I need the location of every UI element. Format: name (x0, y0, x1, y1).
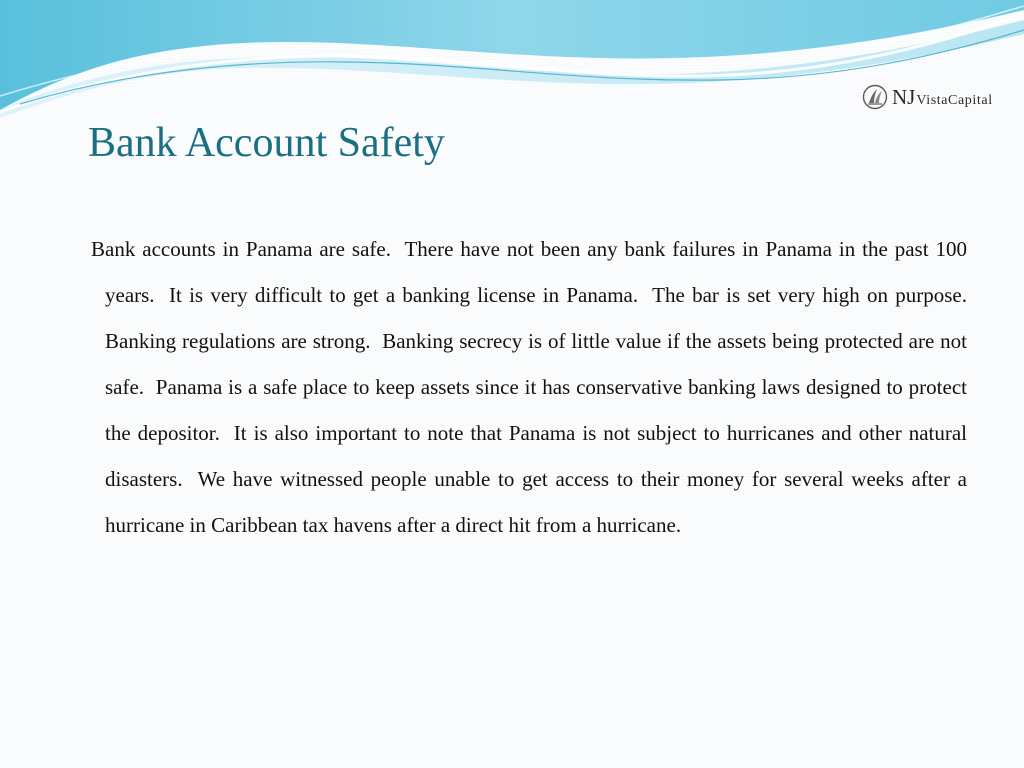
slide-title: Bank Account Safety (88, 120, 445, 166)
logo-initials: NJ (892, 84, 916, 109)
logo-wordmark (892, 85, 993, 110)
logo-brand-name: VistaCapital (916, 92, 993, 108)
company-logo (862, 82, 993, 112)
sailboat-emblem-icon (862, 84, 888, 110)
slide-body-paragraph: Bank accounts in Panama are safe. There have not been any bank failures in Panama in the past 100 years. It is very difficult to get a banking license in Panama. The bar is set very high on purpose. Banking regulations are strong. Banking secrecy is of little value if the assets being protected are not safe. Panama is a safe place to keep assets since it has conservative banking laws designed to protect the depositor. It is also important to note that Panama is not subject to hurricanes and other natural disasters. We have witnessed people unable to get access to their money for several weeks after a hurricane in Caribbean tax havens after a direct hit from a hurricane. (91, 237, 978, 537)
